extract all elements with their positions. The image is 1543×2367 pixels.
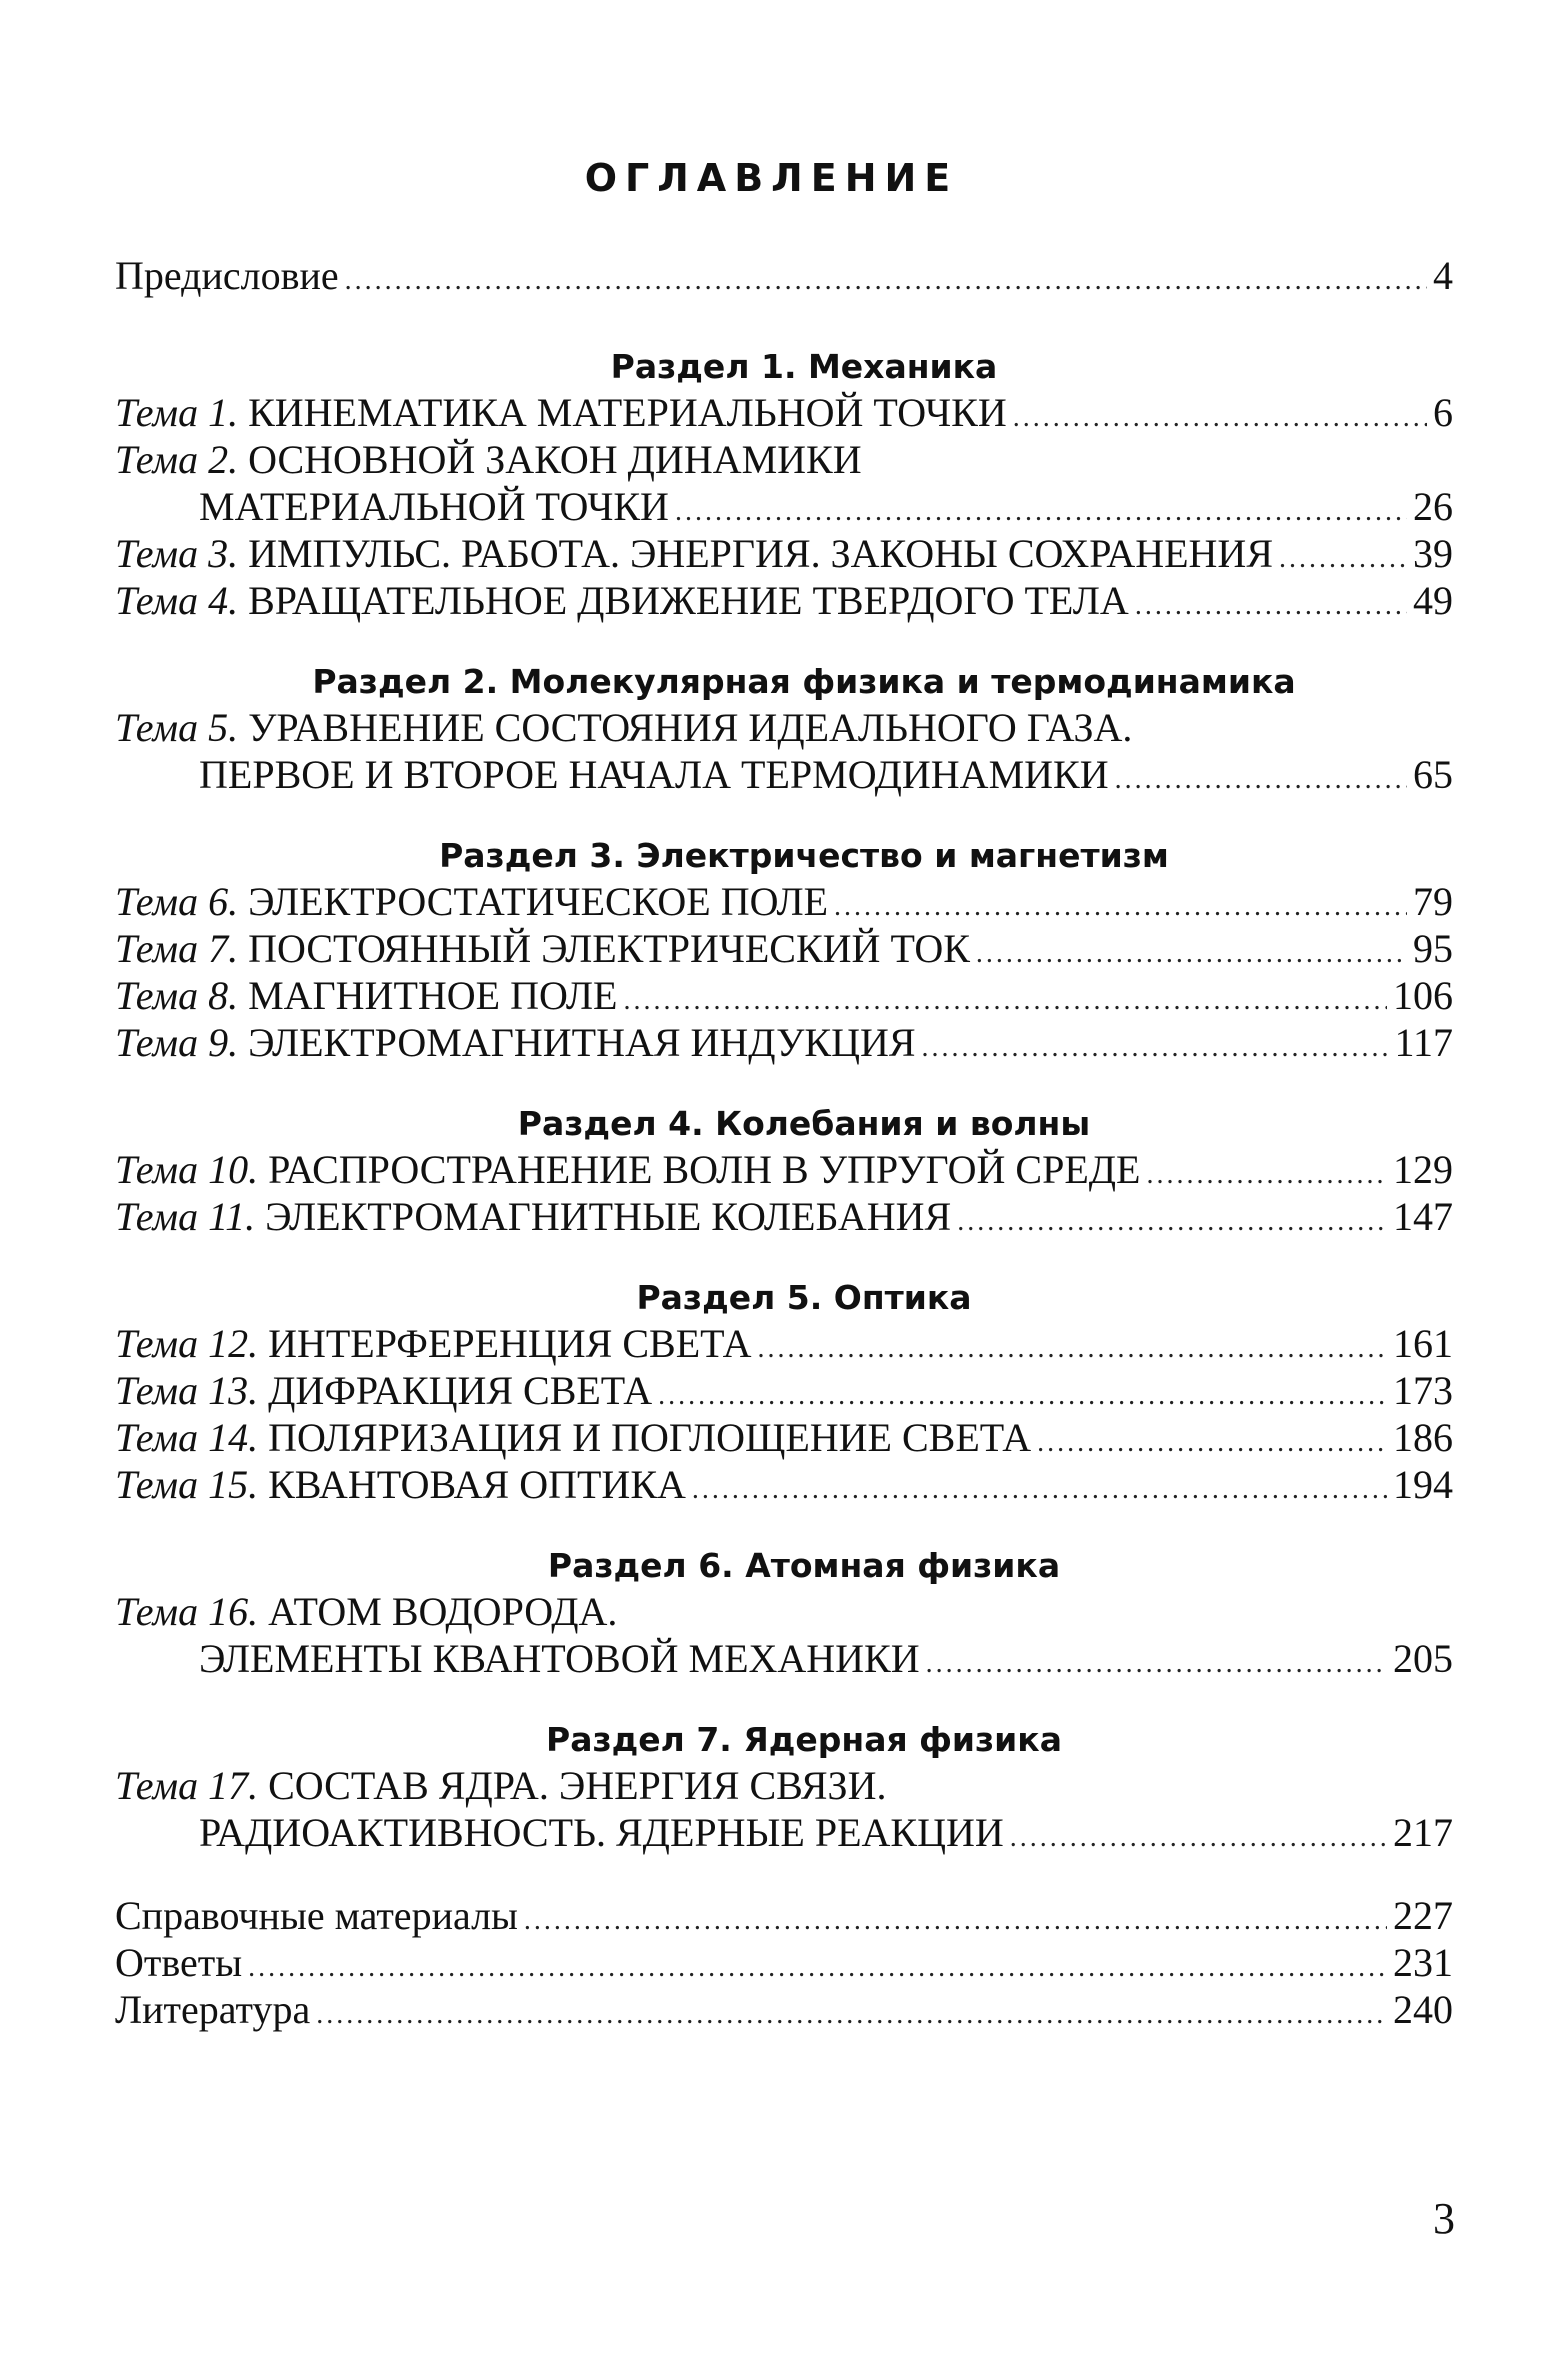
toc-entry-page: 194 — [1393, 1462, 1453, 1507]
toc-entry-label: ИНТЕРФЕРЕНЦИЯ СВЕТА — [268, 1321, 752, 1366]
toc-entry-label: РАСПРОСТРАНЕНИЕ ВОЛН В УПРУГОЙ СРЕДЕ — [268, 1147, 1141, 1192]
toc-entry-label: ЭЛЕКТРОСТАТИЧЕСКОЕ ПОЛЕ — [248, 879, 829, 924]
toc-entry-label: Справочные материалы — [115, 1893, 518, 1938]
toc-entry-page: 161 — [1393, 1321, 1453, 1366]
toc-entry-page: 65 — [1413, 752, 1453, 797]
toc-entry-label: КВАНТОВАЯ ОПТИКА — [268, 1462, 686, 1507]
toc-entry-label: ПЕРВОЕ И ВТОРОЕ НАЧАЛА ТЕРМОДИНАМИКИ — [199, 752, 1109, 797]
dot-leader — [248, 1944, 1387, 1991]
topic-number: Тема 15. — [115, 1462, 259, 1507]
toc-entry-topic[interactable] — [115, 1193, 1453, 1240]
topic-number: Тема 4. — [115, 578, 239, 623]
section-heading: Раздел 4. Колебания и волны — [517, 1104, 1091, 1143]
dot-leader — [926, 1640, 1387, 1687]
toc-entry-label: СОСТАВ ЯДРА. ЭНЕРГИЯ СВЯЗИ. — [268, 1763, 887, 1808]
toc-entry-back-matter[interactable] — [115, 1986, 1453, 2033]
spacer — [115, 798, 1453, 834]
toc-entry-topic[interactable] — [115, 925, 1453, 972]
sections-container — [115, 345, 1453, 1856]
topic-number: Тема 16. — [115, 1589, 259, 1634]
page-title: ОГЛАВЛЕНИЕ — [584, 156, 959, 200]
topic-number: Тема 7. — [115, 926, 239, 971]
section-heading: Раздел 1. Механика — [610, 347, 998, 386]
toc-entry-page: 26 — [1413, 484, 1453, 529]
toc-entry-page: 231 — [1393, 1940, 1453, 1985]
topic-number: Тема 12. — [115, 1321, 259, 1366]
toc-entry-label: ПОСТОЯННЫЙ ЭЛЕКТРИЧЕСКИЙ ТОК — [248, 926, 970, 971]
toc-entry-page: 173 — [1393, 1368, 1453, 1413]
dot-leader — [957, 1198, 1387, 1245]
dot-leader — [834, 883, 1407, 930]
toc-entry-label: РАДИОАКТИВНОСТЬ. ЯДЕРНЫЕ РЕАКЦИИ — [199, 1810, 1004, 1855]
dot-leader — [1135, 582, 1407, 629]
dot-leader — [623, 977, 1387, 1024]
toc-entry-page: 117 — [1394, 1020, 1453, 1065]
toc-entry-continuation[interactable] — [115, 483, 1453, 530]
toc-entry-page: 227 — [1393, 1893, 1453, 1938]
toc-entry-topic[interactable] — [115, 436, 1453, 483]
spacer — [115, 624, 1453, 660]
dot-leader — [1279, 535, 1407, 582]
topic-number: Тема 6. — [115, 879, 239, 924]
toc-entry-topic[interactable] — [115, 389, 1453, 436]
toc-entry-page: 217 — [1393, 1810, 1453, 1855]
toc-entry-topic[interactable] — [115, 704, 1453, 751]
toc-entry-page: 79 — [1413, 879, 1453, 924]
dot-leader — [692, 1466, 1387, 1513]
toc-entry-back-matter[interactable] — [115, 1939, 1453, 1986]
topic-number: Тема 13. — [115, 1368, 259, 1413]
dot-leader — [1146, 1151, 1387, 1198]
toc-entry-page: 129 — [1393, 1147, 1453, 1192]
toc-entry-label: Предисловие — [115, 253, 339, 298]
topic-number: Тема 14. — [115, 1415, 259, 1460]
dot-leader — [976, 930, 1407, 977]
topic-number: Тема 3. — [115, 531, 239, 576]
topic-number: Тема 8. — [115, 973, 239, 1018]
toc-entry-label: КИНЕМАТИКА МАТЕРИАЛЬНОЙ ТОЧКИ — [248, 390, 1007, 435]
toc-entry-topic[interactable] — [115, 530, 1453, 577]
topic-number: Тема 17. — [115, 1763, 259, 1808]
topic-number: Тема 5. — [115, 705, 239, 750]
toc-entry-label: ВРАЩАТЕЛЬНОЕ ДВИЖЕНИЕ ТВЕРДОГО ТЕЛА — [248, 578, 1129, 623]
dot-leader — [345, 257, 1427, 304]
toc-entry-label: АТОМ ВОДОРОДА. — [268, 1589, 618, 1634]
toc-entry-page: 240 — [1393, 1987, 1453, 2032]
dot-leader — [658, 1372, 1387, 1419]
spacer — [115, 1856, 1453, 1892]
toc-entry-topic[interactable] — [115, 1019, 1453, 1066]
toc-entry-page: 147 — [1393, 1194, 1453, 1239]
toc-entry-topic[interactable] — [115, 1320, 1453, 1367]
toc-entry-topic[interactable] — [115, 1588, 1453, 1635]
back-matter — [115, 1892, 1453, 2033]
toc-entry-label: ПОЛЯРИЗАЦИЯ И ПОГЛОЩЕНИЕ СВЕТА — [268, 1415, 1032, 1460]
topic-number: Тема 11. — [115, 1194, 256, 1239]
toc-entry-topic[interactable] — [115, 1146, 1453, 1193]
dot-leader — [1037, 1419, 1387, 1466]
toc-entry-label: ИМПУЛЬС. РАБОТА. ЭНЕРГИЯ. ЗАКОНЫ СОХРАНЕНИЯ — [248, 531, 1273, 576]
dot-leader — [316, 1991, 1387, 2038]
toc-entry-label: ОСНОВНОЙ ЗАКОН ДИНАМИКИ — [248, 437, 862, 482]
dot-leader — [1115, 756, 1407, 803]
table-of-contents — [115, 252, 1453, 2033]
toc-entry-page: 186 — [1393, 1415, 1453, 1460]
toc-entry-label: УРАВНЕНИЕ СОСТОЯНИЯ ИДЕАЛЬНОГО ГАЗА. — [248, 705, 1133, 750]
toc-entry-continuation[interactable] — [115, 1809, 1453, 1856]
toc-entry-preface[interactable] — [115, 252, 1453, 299]
toc-entry-topic[interactable] — [115, 972, 1453, 1019]
dot-leader — [1010, 1814, 1387, 1861]
toc-entry-label: ДИФРАКЦИЯ СВЕТА — [268, 1368, 653, 1413]
toc-entry-topic[interactable] — [115, 1367, 1453, 1414]
toc-entry-page: 95 — [1413, 926, 1453, 971]
section-heading: Раздел 2. Молекулярная физика и термодинамика — [312, 662, 1296, 701]
section-heading: Раздел 5. Оптика — [636, 1278, 972, 1317]
toc-entry-topic[interactable] — [115, 577, 1453, 624]
dot-leader — [675, 488, 1407, 535]
toc-entry-continuation[interactable] — [115, 1635, 1453, 1682]
toc-entry-label: МАГНИТНОЕ ПОЛЕ — [248, 973, 618, 1018]
spacer — [115, 299, 1453, 345]
toc-entry-page: 4 — [1433, 253, 1453, 298]
section-heading: Раздел 7. Ядерная физика — [546, 1720, 1062, 1759]
toc-entry-topic[interactable] — [115, 1461, 1453, 1508]
toc-entry-back-matter[interactable] — [115, 1892, 1453, 1939]
toc-entry-page: 49 — [1413, 578, 1453, 623]
spacer — [115, 1508, 1453, 1544]
topic-number: Тема 9. — [115, 1020, 239, 1065]
section-heading: Раздел 6. Атомная физика — [547, 1546, 1061, 1585]
toc-entry-label: ЭЛЕКТРОМАГНИТНЫЕ КОЛЕБАНИЯ — [265, 1194, 952, 1239]
dot-leader — [922, 1024, 1389, 1071]
spacer — [115, 1240, 1453, 1276]
dot-leader — [1013, 394, 1427, 441]
toc-entry-page: 106 — [1393, 973, 1453, 1018]
toc-entry-page: 205 — [1393, 1636, 1453, 1681]
toc-entry-label: Ответы — [115, 1940, 243, 1985]
toc-entry-page: 6 — [1433, 390, 1453, 435]
topic-number: Тема 10. — [115, 1147, 259, 1192]
toc-entry-label: МАТЕРИАЛЬНОЙ ТОЧКИ — [199, 484, 669, 529]
toc-entry-topic[interactable] — [115, 878, 1453, 925]
toc-entry-label: ЭЛЕМЕНТЫ КВАНТОВОЙ МЕХАНИКИ — [199, 1636, 920, 1681]
toc-entry-topic[interactable] — [115, 1414, 1453, 1461]
spacer — [115, 1682, 1453, 1718]
toc-entry-label: ЭЛЕКТРОМАГНИТНАЯ ИНДУКЦИЯ — [248, 1020, 916, 1065]
dot-leader — [757, 1325, 1387, 1372]
topic-number: Тема 1. — [115, 390, 239, 435]
toc-entry-continuation[interactable] — [115, 751, 1453, 798]
toc-entry-label: Литература — [115, 1987, 311, 2032]
topic-number: Тема 2. — [115, 437, 239, 482]
toc-entry-page: 39 — [1413, 531, 1453, 576]
spacer — [115, 1066, 1453, 1102]
toc-entry-topic[interactable] — [115, 1762, 1453, 1809]
page-number: 3 — [1433, 2194, 1455, 2243]
dot-leader — [524, 1897, 1387, 1944]
section-heading: Раздел 3. Электричество и магнетизм — [439, 836, 1169, 875]
